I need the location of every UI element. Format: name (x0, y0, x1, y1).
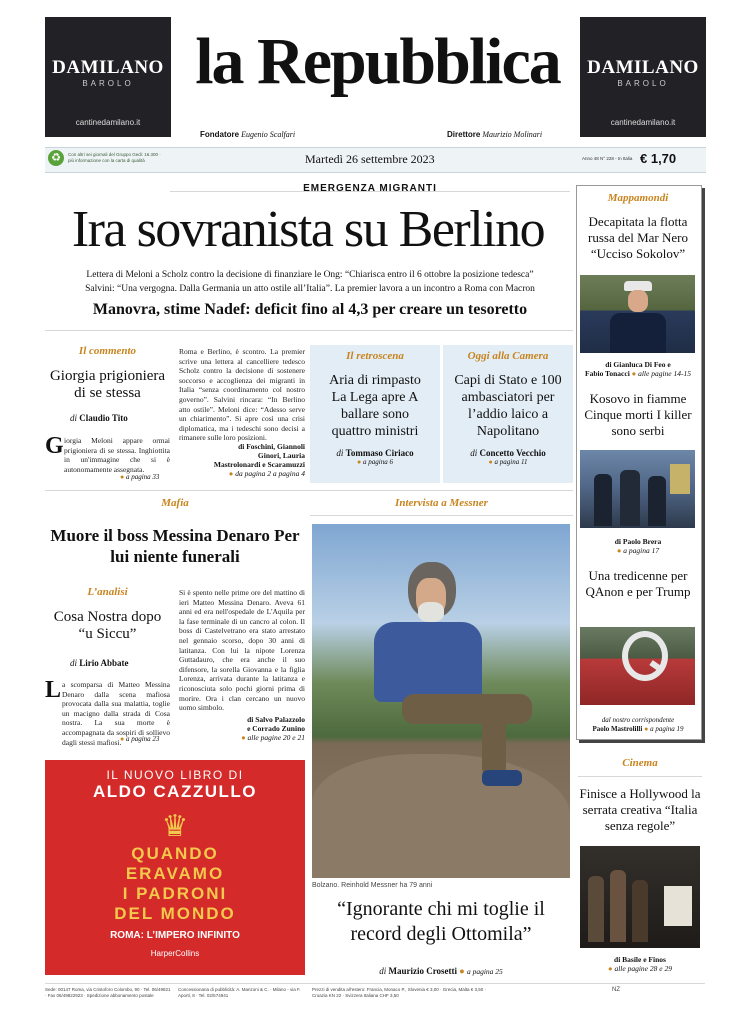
page-ref: a pagina 23 (125, 735, 160, 743)
cinema-title[interactable]: Finisce a Hollywood la serrata creativa “Italia senza regole” (579, 786, 701, 833)
mappamondi-story1-title[interactable]: Decapitata la flotta russa del Mar Nero “Ucciso Sokolov” (588, 214, 688, 261)
analisi-text: a scomparsa di Matteo Messina Denaro dalla scena mafiosa provocata dalla sua malattia, toglie un macigno dalla strada di Cosa nostra. La sua morte è accompagnata da sospiri di sollievo dagli stessi mafiosi. (62, 680, 170, 747)
kosovo-photo (580, 450, 695, 528)
berlin-column-text: Roma e Berlino, è scontro. La premier scrive una lettera al cancelliere tedesco Scholz contro la decisione di sostenere soccorso e accoglienza dei migranti in Italia “senza coordinamento col nostro governo”. Salvini rincara: “In Berlino atto ostile”. Meloni dice: “Adesso serve un chiarimento”. Si apre così una crisi diplomatica, ma i tedeschi sono decisi a rimanere sulle loro posizioni. (179, 347, 305, 443)
left-note: Con altri sei giornali del Gruppo Gedi: 16.300 · più informazione con la carta di qualità (68, 152, 161, 163)
authors-line: Mastrolonardi e Scaramuzzi (213, 460, 305, 469)
analisi-page: ● a pagina 23 (120, 735, 160, 743)
retroscena-box[interactable] (310, 345, 440, 483)
page-ref: da pagina 2 a pagina 4 (235, 469, 305, 478)
lead-subhead[interactable]: Manovra, stime Nadef: deficit fino al 4,3 per creare un tesoretto (92, 301, 528, 318)
lead-kicker: EMERGENZA MIGRANTI (303, 183, 437, 194)
divider (578, 776, 702, 777)
price-note: Anno 48 N° 228 - In Italia (582, 156, 633, 161)
ad-sub: BAROLO (82, 79, 134, 88)
byline-prefix: di (70, 658, 78, 668)
commento-kicker: Il commento (78, 345, 137, 357)
byline-author: Tommaso Ciriaco (345, 448, 414, 458)
divider (310, 515, 573, 516)
authors-line: Fabio Tonacci (584, 369, 630, 378)
camera-byline (443, 448, 573, 458)
lead-summary-2: Salvini: “Una vergogna. Dalla Germania un atto ostile all’Italia”. La premier lavora a un incontro a Roma con Macron (85, 284, 535, 294)
book-ad[interactable] (45, 760, 305, 975)
camera-page: ● a pagina 11 (488, 458, 528, 466)
byline-author: Maurizio Crosetti (388, 966, 458, 976)
mappamondi-story3-byline: dal nostro corrispondente Paolo Mastrolilli ● a pagina 19 (592, 716, 684, 733)
byline-prefix: di (379, 966, 387, 976)
page-ref: alle pagine 14-15 (638, 369, 691, 378)
commento-text: iorgia Meloni appare ormai prigioniera di se stessa. Inghiottita in un'immagine che si è autonomamente assegnata. (64, 436, 170, 474)
date-day: Martedì (305, 152, 343, 166)
book-ad-title-1: QUANDO (131, 844, 219, 863)
mappamondi-story2-title[interactable]: Kosovo in fiamme Cinque morti I killer sono serbi (584, 391, 692, 438)
mafia-headline[interactable]: Muore il boss Messina Denaro Per lui niente funerali (50, 526, 300, 566)
byline-prefix: di (336, 448, 344, 458)
divider (45, 983, 705, 984)
mafia-kicker: Mafia (161, 497, 189, 509)
mappamondi-story1-byline: di Gianluca Di Feo e Fabio Tonacci ● alle pagine 14-15 (584, 360, 691, 378)
byline-author: Lirio Abbate (79, 658, 129, 668)
cinema-kicker: Cinema (622, 757, 658, 769)
byline-author: di Paolo Brera (614, 537, 662, 546)
mafia-byline: di Salvo Palazzolo e Corrado Zunino ● alle pagine 20 e 21 (241, 715, 305, 742)
authors-line: e Corrado Zunino (247, 724, 305, 733)
page-ref: a pagina 11 (494, 458, 528, 466)
divider (45, 490, 573, 491)
messner-caption: Bolzano. Reinhold Messner ha 79 anni (312, 882, 433, 889)
director-line (447, 130, 542, 139)
commento-title[interactable]: Giorgia prigioniera di se stessa (49, 368, 166, 401)
messner-photo (312, 524, 570, 878)
date-text: 26 settembre 2023 (346, 152, 435, 166)
byline-prefix: di (70, 413, 78, 423)
analisi-kicker: L’analisi (87, 586, 128, 598)
page-ref: alle pagine 28 e 29 (614, 964, 672, 973)
founder-label: Fondatore (200, 130, 240, 139)
lead-summary-1: Lettera di Meloni a Scholz contro la decisione di finanziare le Ong: “Chiarisca entro il 6 ottobre la posizione tedesca” (86, 270, 534, 280)
messner-quote[interactable]: “Ignorante chi mi toglie il record degli Ottomila” (337, 898, 545, 945)
book-ad-publisher: HarperCollins (150, 949, 200, 958)
retroscena-byline (310, 448, 440, 458)
commento-drop-cap: G (45, 433, 64, 459)
issue-date (305, 152, 435, 167)
book-ad-title-3: I PADRONI (122, 884, 228, 903)
commento-page: ● a pagina 33 (120, 473, 160, 481)
messner-kicker: Intervista a Messner (395, 497, 488, 509)
book-ad-subtitle: ROMA: L’IMPERO INFINITO (110, 930, 240, 941)
analisi-byline (70, 658, 129, 668)
footer-col3: Prezzi di vendita all’estero: Francia, Monaco P., Slovenia € 3,00 · Grecia, Malta € 3,50 · Croazia KN 22 · Svizzera Italiana CHF 3,50 (312, 987, 487, 998)
footer-page-no: NZ (612, 987, 620, 993)
page-ref: a pagina 6 (363, 458, 393, 466)
recycle-icon: ♻ (48, 150, 64, 166)
camera-kicker: Oggi alla Camera (467, 350, 549, 362)
book-ad-title-4: DEL MONDO (114, 904, 236, 923)
right-ad[interactable] (580, 17, 706, 137)
analisi-drop-cap: L (45, 677, 62, 703)
ad-url: cantinedamilano.it (75, 118, 141, 127)
director-name: Maurizio Molinari (482, 130, 543, 139)
retroscena-kicker: Il retroscena (346, 350, 404, 362)
byline-prefix: di (470, 448, 478, 458)
page-ref: a pagina 19 (650, 725, 684, 733)
page-ref: a pagina 17 (623, 546, 660, 555)
ad-sub: BAROLO (617, 79, 669, 88)
berlin-authors: di Foschini, Giannoli Ginori, Lauria Mastrolonardi e Scaramuzzi ● da pagina 2 a pagina 4 (213, 442, 305, 478)
byline-author: di Basile e Finos (614, 955, 666, 964)
book-ad-author: ALDO CAZZULLO (93, 782, 257, 801)
analisi-title[interactable]: Cosa Nostra dopo “u Siccu” (53, 609, 162, 642)
mappamondi-kicker: Mappamondi (607, 192, 669, 204)
mappamondi-story3-title[interactable]: Una tredicenne per QAnon e per Trump (585, 568, 691, 599)
camera-title: Capi di Stato e 100 ambasciatori per l’addio laico a Napolitano (454, 373, 562, 439)
byline-author: Paolo Mastrolilli (592, 725, 643, 733)
authors-line: dal nostro corrispondente (601, 716, 675, 724)
eagle-icon: ♛ (161, 810, 189, 843)
authors-line: Ginori, Lauria (257, 451, 305, 460)
book-ad-title-2: ERAVAMO (125, 864, 225, 883)
newspaper-title[interactable]: la Repubblica (195, 25, 560, 98)
authors-line: di Gianluca Di Feo e (605, 360, 671, 369)
ad-url: cantinedamilano.it (610, 118, 676, 127)
founder-line (200, 130, 295, 139)
byline-author: Concetto Vecchio (479, 448, 546, 458)
mafia-column-text: Si è spento nelle prime ore del mattino di ieri Matteo Messina Denaro. Aveva 61 anni ed era nell'ospedale de L'Aquila per la fase terminale di un cancro al colon. Il boss di Castelvetrano era stato arrestato nel gennaio scorso, dopo 30 anni di latitanza. Con lui la nipote Lorenza Guttadauro, che era anche il suo difensore, la sorella Giovanna e la figlia Lorenza, arrivata durante la latitanza e riconosciuta solo pochi giorni prima di morire. Ora i clan cercano un nuovo uomo simbolo. (179, 588, 305, 713)
lead-headline[interactable]: Ira sovranista su Berlino (71, 201, 545, 258)
left-ad[interactable] (45, 17, 171, 137)
footer-col1: Sede: 00147 Roma, via Cristoforo Colombo, 90 · Tel. 06/49821 · Fax 06/49822923 · Spedizione abbonamento postale (45, 987, 171, 998)
book-ad-line1: IL NUOVO LIBRO DI (106, 768, 244, 782)
messner-byline: di Maurizio Crosetti ● a pagina 25 (379, 966, 503, 976)
retroscena-title: Aria di rimpasto La Lega apre A ballare sono quattro ministri (329, 373, 421, 439)
commento-byline (70, 413, 128, 423)
qanon-photo (580, 627, 695, 705)
byline-author: Claudio Tito (79, 413, 128, 423)
footer-col2: Concessionaria di pubblicità: A. Manzoni & C. · Milano - via F. Aporti, 8 · Tel. 02/574941 (178, 987, 301, 998)
ad-brand: DAMILANO (587, 57, 699, 78)
camera-box[interactable] (443, 345, 573, 483)
retroscena-page: ● a pagina 6 (357, 458, 393, 466)
page-ref: a pagina 33 (125, 473, 160, 481)
ad-brand: DAMILANO (52, 57, 164, 78)
sokolov-photo (580, 275, 695, 353)
founder-name: Eugenio Scalfari (241, 130, 296, 139)
hollywood-photo (580, 846, 700, 948)
page-ref: a pagina 25 (466, 967, 503, 976)
authors-line: di Foschini, Giannoli (238, 442, 305, 451)
authors-line: di Salvo Palazzolo (247, 715, 305, 724)
page-ref: alle pagine 20 e 21 (247, 733, 305, 742)
price: € 1,70 (640, 151, 677, 166)
cinema-byline: di Basile e Finos ● alle pagine 28 e 29 (608, 955, 672, 973)
director-label: Direttore (447, 130, 481, 139)
divider (45, 330, 573, 331)
mappamondi-story2-byline: di Paolo Brera ● a pagina 17 (614, 537, 662, 555)
